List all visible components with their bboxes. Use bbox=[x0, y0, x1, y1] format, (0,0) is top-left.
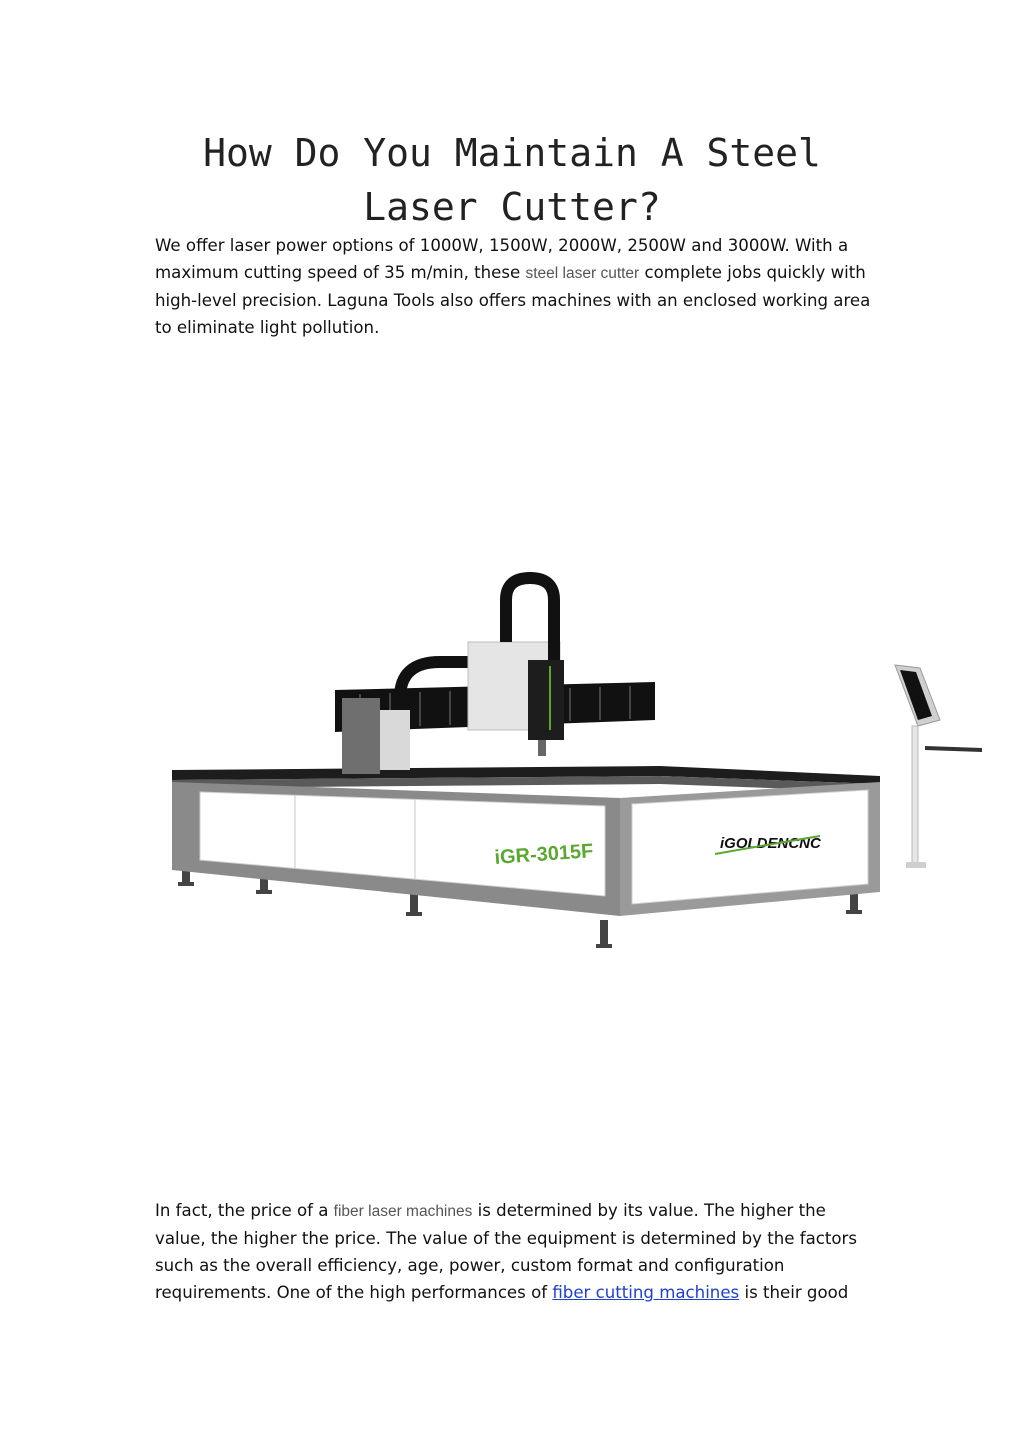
intro-text-end: complete jobs quickly with high-level precision. Laguna Tools also offers machines with an enclosed working area to eliminate light pollution. bbox=[155, 263, 871, 337]
machine-brand-logo: iGOLDENCNC bbox=[720, 835, 821, 852]
steel-laser-cutter-text: steel laser cutter bbox=[525, 265, 640, 282]
price-text-end: is their good bbox=[739, 1283, 849, 1302]
price-paragraph bbox=[155, 1197, 875, 1306]
price-text-start: In fact, the price of a bbox=[155, 1201, 334, 1220]
machine-model-label: iGR-3015F bbox=[493, 840, 595, 869]
price-text-middle: is determined by its value. The higher the value, the higher the price. The value of the equipment is determined by the factors such as the overall efficiency, age, power, custom format and configuration requirements. One of the high performances of bbox=[155, 1201, 858, 1302]
intro-text-start: We offer laser power options of 1000W, 1500W, 2000W, 2500W and 3000W. With a maximum cutting speed of 35 m/min, these bbox=[155, 236, 849, 282]
page-title: How Do You Maintain A Steel Laser Cutter? bbox=[203, 131, 821, 229]
laser-cutter-image bbox=[160, 570, 990, 960]
intro-paragraph bbox=[155, 232, 875, 341]
fiber-laser-machines-text: fiber laser machines bbox=[333, 1203, 473, 1220]
fiber-cutting-machines-link[interactable]: fiber cutting machines bbox=[552, 1283, 740, 1302]
